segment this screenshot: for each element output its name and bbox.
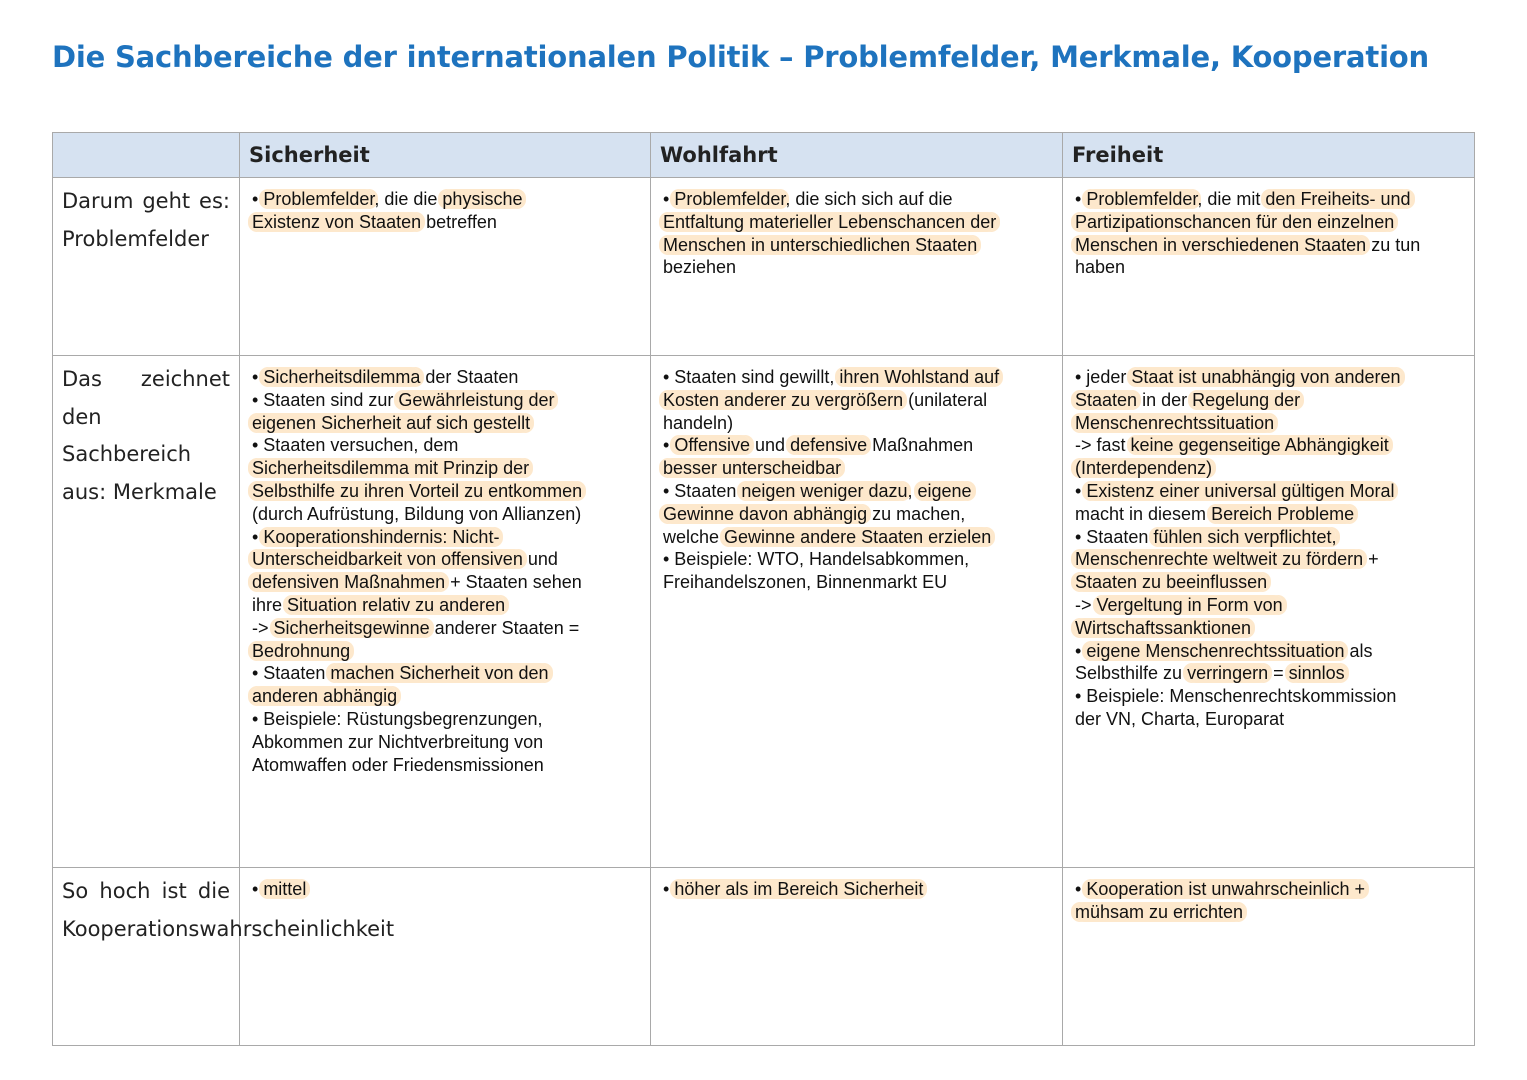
cell-text-line	[1075, 457, 1462, 480]
text-segment: und	[522, 549, 558, 570]
header-empty	[53, 133, 240, 178]
cell-text-line	[663, 457, 1050, 480]
header-freiheit: Freiheit	[1063, 133, 1475, 178]
highlighted-text: machen Sicherheit von den	[330, 663, 549, 684]
highlighted-text: Staaten zu beeinflussen	[1075, 572, 1268, 593]
highlighted-text: Existenz von Staaten	[252, 211, 422, 232]
highlighted-text: neigen weniger dazu	[741, 480, 908, 501]
cell-kooperation-wohlfahrt	[651, 868, 1063, 1046]
highlighted-text: Bedrohnung	[252, 640, 351, 661]
cell-text-line	[252, 480, 638, 503]
text-segment: zu tun	[1366, 234, 1421, 255]
text-segment: •	[1075, 640, 1087, 661]
cell-text-line	[1075, 389, 1462, 412]
cell-text-line	[1075, 571, 1462, 594]
highlighted-text: den Freiheits- und	[1265, 189, 1411, 209]
cell-text-line	[663, 256, 1050, 279]
cell-problemfelder-wohlfahrt	[651, 178, 1063, 356]
highlighted-text: Menschen in verschiedenen Staaten	[1075, 234, 1367, 255]
text-segment: +	[1363, 549, 1379, 570]
cell-text-line	[252, 188, 638, 211]
highlighted-text: Staaten	[1075, 389, 1138, 410]
row-merkmale	[53, 356, 1475, 868]
highlighted-text: Sicherheitsdilemma	[263, 367, 421, 387]
cell-text-line	[663, 412, 1050, 435]
highlighted-text: verringern	[1187, 663, 1269, 684]
cell-kooperation-freiheit	[1063, 868, 1475, 1046]
highlighted-text: Staat ist unabhängig von anderen	[1131, 367, 1401, 387]
cell-text-line	[663, 878, 1050, 901]
cell-text-line	[252, 617, 638, 640]
text-segment: beziehen	[663, 257, 737, 278]
highlighted-text: keine gegenseitige Abhängigkeit	[1130, 435, 1389, 456]
text-segment: + Staaten sehen	[445, 572, 582, 593]
highlighted-text: mühsam zu errichten	[1075, 901, 1244, 922]
text-segment: als	[1344, 640, 1373, 661]
highlighted-text: eigene	[917, 480, 972, 501]
highlighted-text: Wirtschaftssanktionen	[1075, 617, 1252, 638]
text-segment: der VN, Charta, Europarat	[1075, 708, 1285, 729]
text-segment: welche	[663, 526, 725, 547]
cell-text-line	[663, 548, 1050, 571]
text-segment: ->	[252, 617, 274, 638]
highlighted-text: Kooperationshindernis: Nicht-	[263, 526, 500, 547]
text-segment: -> fast	[1075, 435, 1131, 456]
highlighted-text: Entfaltung materieller Lebenschancen der	[663, 211, 997, 232]
highlighted-text: besser unterscheidbar	[663, 458, 842, 479]
highlighted-text: defensive	[790, 435, 868, 456]
cell-text-line	[1075, 434, 1462, 457]
cell-text-line	[663, 480, 1050, 503]
highlighted-text: Problemfelder	[263, 189, 375, 209]
cell-text-line	[1075, 366, 1462, 389]
cell-text-line	[252, 731, 638, 754]
text-segment: ->	[1075, 594, 1097, 615]
text-segment: •	[663, 189, 675, 209]
text-segment: und	[750, 435, 791, 456]
row-label-merkmale: Das zeichnet den Sachbereich aus: Merkmale	[53, 356, 240, 868]
cell-text-line	[1075, 901, 1462, 924]
cell-text-line	[1075, 617, 1462, 640]
highlighted-text: Sicherheitsgewinne	[273, 617, 430, 638]
cell-text-line	[1075, 480, 1462, 503]
highlighted-text: Vergeltung in Form von	[1096, 594, 1283, 615]
highlighted-text: Gewährleistung der	[398, 389, 555, 410]
cell-text-line	[252, 685, 638, 708]
highlighted-text: Menschenrechte weltweit zu fördern	[1075, 549, 1364, 570]
highlighted-text: fühlen sich verpflichtet,	[1153, 526, 1337, 547]
highlighted-text: höher als im Bereich Sicherheit	[674, 879, 924, 899]
text-segment: haben	[1075, 257, 1126, 278]
cell-text-line	[1075, 685, 1462, 708]
cell-merkmale-wohlfahrt	[651, 356, 1063, 868]
text-segment: •	[663, 879, 675, 899]
header-wohlfahrt: Wohlfahrt	[651, 133, 1063, 178]
highlighted-text: physische	[442, 189, 523, 209]
row-problemfelder	[53, 178, 1475, 356]
cell-text-line	[1075, 594, 1462, 617]
text-segment: •	[1075, 189, 1087, 209]
highlighted-text: defensiven Maßnahmen	[252, 572, 446, 593]
highlighted-text: Offensive	[674, 435, 751, 456]
cell-text-line	[663, 188, 1050, 211]
highlighted-text: Partizipationschancen für den einzelnen	[1075, 211, 1395, 232]
cell-text-line	[252, 526, 638, 549]
highlighted-text: Kosten anderer zu vergrößern	[663, 389, 904, 410]
text-segment: der Staaten	[420, 367, 519, 387]
highlighted-text: Menschen in unterschiedlichen Staaten	[663, 234, 978, 255]
text-segment: • Staaten	[663, 480, 742, 501]
cell-text-line	[252, 503, 638, 526]
cell-text-line	[1075, 878, 1462, 901]
text-segment: , die die	[374, 189, 443, 209]
cell-text-line	[663, 434, 1050, 457]
cell-text-line	[1075, 708, 1462, 731]
highlighted-text: Sicherheitsdilemma mit Prinzip der	[252, 458, 530, 479]
header-row	[53, 133, 1475, 178]
cell-text-line	[1075, 662, 1462, 685]
cell-text-line	[1075, 211, 1462, 234]
text-segment: • Staaten	[1075, 526, 1154, 547]
cell-text-line	[252, 754, 638, 777]
cell-text-line	[663, 526, 1050, 549]
text-segment: •	[1075, 879, 1087, 899]
cell-text-line	[1075, 188, 1462, 211]
cell-text-line	[663, 571, 1050, 594]
text-segment: Maßnahmen	[867, 435, 974, 456]
cell-text-line	[252, 708, 638, 731]
cell-text-line	[1075, 503, 1462, 526]
text-segment: macht in diesem	[1075, 503, 1212, 524]
cell-text-line	[252, 412, 638, 435]
text-segment: anderer Staaten =	[429, 617, 580, 638]
text-segment: zu machen,	[867, 503, 966, 524]
highlighted-text: Selbsthilfe zu ihren Vorteil zu entkommen	[252, 480, 583, 501]
cell-text-line	[252, 457, 638, 480]
cell-kooperation-sicherheit	[240, 868, 651, 1046]
highlighted-text: Gewinne andere Staaten erzielen	[724, 526, 992, 547]
row-kooperation	[53, 868, 1475, 1046]
text-segment: • Beispiele: WTO, Handelsabkommen,	[663, 549, 970, 570]
cell-text-line	[252, 389, 638, 412]
text-segment: •	[252, 367, 264, 387]
cell-text-line	[252, 548, 638, 571]
cell-text-line	[252, 594, 638, 617]
cell-text-line	[1075, 256, 1462, 279]
text-segment: • Beispiele: Menschenrechtskommission	[1075, 686, 1397, 707]
highlighted-text: (Interdependenz)	[1075, 458, 1213, 479]
cell-text-line	[663, 234, 1050, 257]
highlighted-text: Regelung der	[1192, 389, 1301, 410]
highlighted-text: Problemfelder	[1086, 189, 1198, 209]
cell-text-line	[1075, 412, 1462, 435]
text-segment: Freihandelszonen, Binnenmarkt EU	[663, 572, 948, 593]
text-segment: •	[252, 189, 264, 209]
highlighted-text: mittel	[263, 879, 307, 899]
cell-problemfelder-sicherheit	[240, 178, 651, 356]
cell-text-line	[663, 211, 1050, 234]
highlighted-text: Gewinne davon abhängig	[663, 503, 868, 524]
text-segment: (unilateral	[903, 389, 988, 410]
highlighted-text: Menschenrechtssituation	[1075, 412, 1275, 433]
cell-text-line	[1075, 640, 1462, 663]
cell-merkmale-freiheit	[1063, 356, 1475, 868]
highlighted-text: Situation relativ zu anderen	[287, 594, 506, 615]
cell-text-line	[252, 878, 638, 901]
text-segment: Abkommen zur Nichtverbreitung von	[252, 731, 544, 752]
page-title: Die Sachbereiche der internationalen Politik – Problemfelder, Merkmale, Kooperation	[52, 40, 1429, 74]
text-segment: in der	[1137, 389, 1193, 410]
text-segment: Selbsthilfe zu	[1075, 663, 1188, 684]
cell-text-line	[252, 640, 638, 663]
cell-text-line	[1075, 548, 1462, 571]
cell-text-line	[663, 389, 1050, 412]
text-segment: , die mit	[1197, 189, 1266, 209]
cell-text-line	[1075, 234, 1462, 257]
header-sicherheit: Sicherheit	[240, 133, 651, 178]
text-segment: =	[1268, 663, 1289, 684]
highlighted-text: Existenz einer universal gültigen Moral	[1086, 480, 1395, 501]
highlighted-text: eigene Menschenrechtssituation	[1086, 640, 1345, 661]
row-label-kooperation: So hoch ist die Kooperationswahrscheinlichkeit	[53, 868, 240, 1046]
text-segment: ihre	[252, 594, 288, 615]
text-segment: •	[252, 879, 264, 899]
cell-text-line	[252, 366, 638, 389]
text-segment: handeln)	[663, 412, 734, 433]
comparison-table	[52, 132, 1475, 1046]
text-segment: •	[1075, 480, 1087, 501]
cell-text-line	[663, 366, 1050, 389]
highlighted-text: eigenen Sicherheit auf sich gestellt	[252, 412, 531, 433]
text-segment: • Staaten	[252, 663, 331, 684]
highlighted-text: Unterscheidbarkeit von offensiven	[252, 549, 523, 570]
highlighted-text: ihren Wohlstand auf	[839, 367, 1000, 387]
text-segment: (durch Aufrüstung, Bildung von Allianzen)	[252, 503, 582, 524]
highlighted-text: sinnlos	[1288, 663, 1345, 684]
text-segment: betreffen	[421, 211, 497, 232]
cell-text-line	[252, 211, 638, 234]
text-segment: •	[663, 435, 675, 456]
cell-problemfelder-freiheit	[1063, 178, 1475, 356]
text-segment: Atomwaffen oder Friedensmissionen	[252, 754, 544, 775]
cell-merkmale-sicherheit	[240, 356, 651, 868]
cell-text-line	[663, 503, 1050, 526]
cell-text-line	[252, 662, 638, 685]
text-segment: • Staaten versuchen, dem	[252, 435, 459, 456]
highlighted-text: anderen abhängig	[252, 686, 398, 707]
text-segment: • jeder	[1075, 367, 1132, 387]
row-label-problemfelder: Darum geht es: Problemfelder	[53, 178, 240, 356]
text-segment: • Staaten sind gewillt,	[663, 367, 840, 387]
highlighted-text: Bereich Probleme	[1211, 503, 1355, 524]
highlighted-text: Problemfelder	[674, 189, 786, 209]
cell-text-line	[252, 434, 638, 457]
text-segment: • Beispiele: Rüstungsbegrenzungen,	[252, 708, 543, 729]
cell-text-line	[1075, 526, 1462, 549]
text-segment: • Staaten sind zur	[252, 389, 399, 410]
text-segment: ,	[907, 480, 918, 501]
highlighted-text: Kooperation ist unwahrscheinlich +	[1086, 879, 1365, 899]
text-segment: , die sich sich auf die	[785, 189, 953, 209]
text-segment: •	[252, 526, 264, 547]
cell-text-line	[252, 571, 638, 594]
